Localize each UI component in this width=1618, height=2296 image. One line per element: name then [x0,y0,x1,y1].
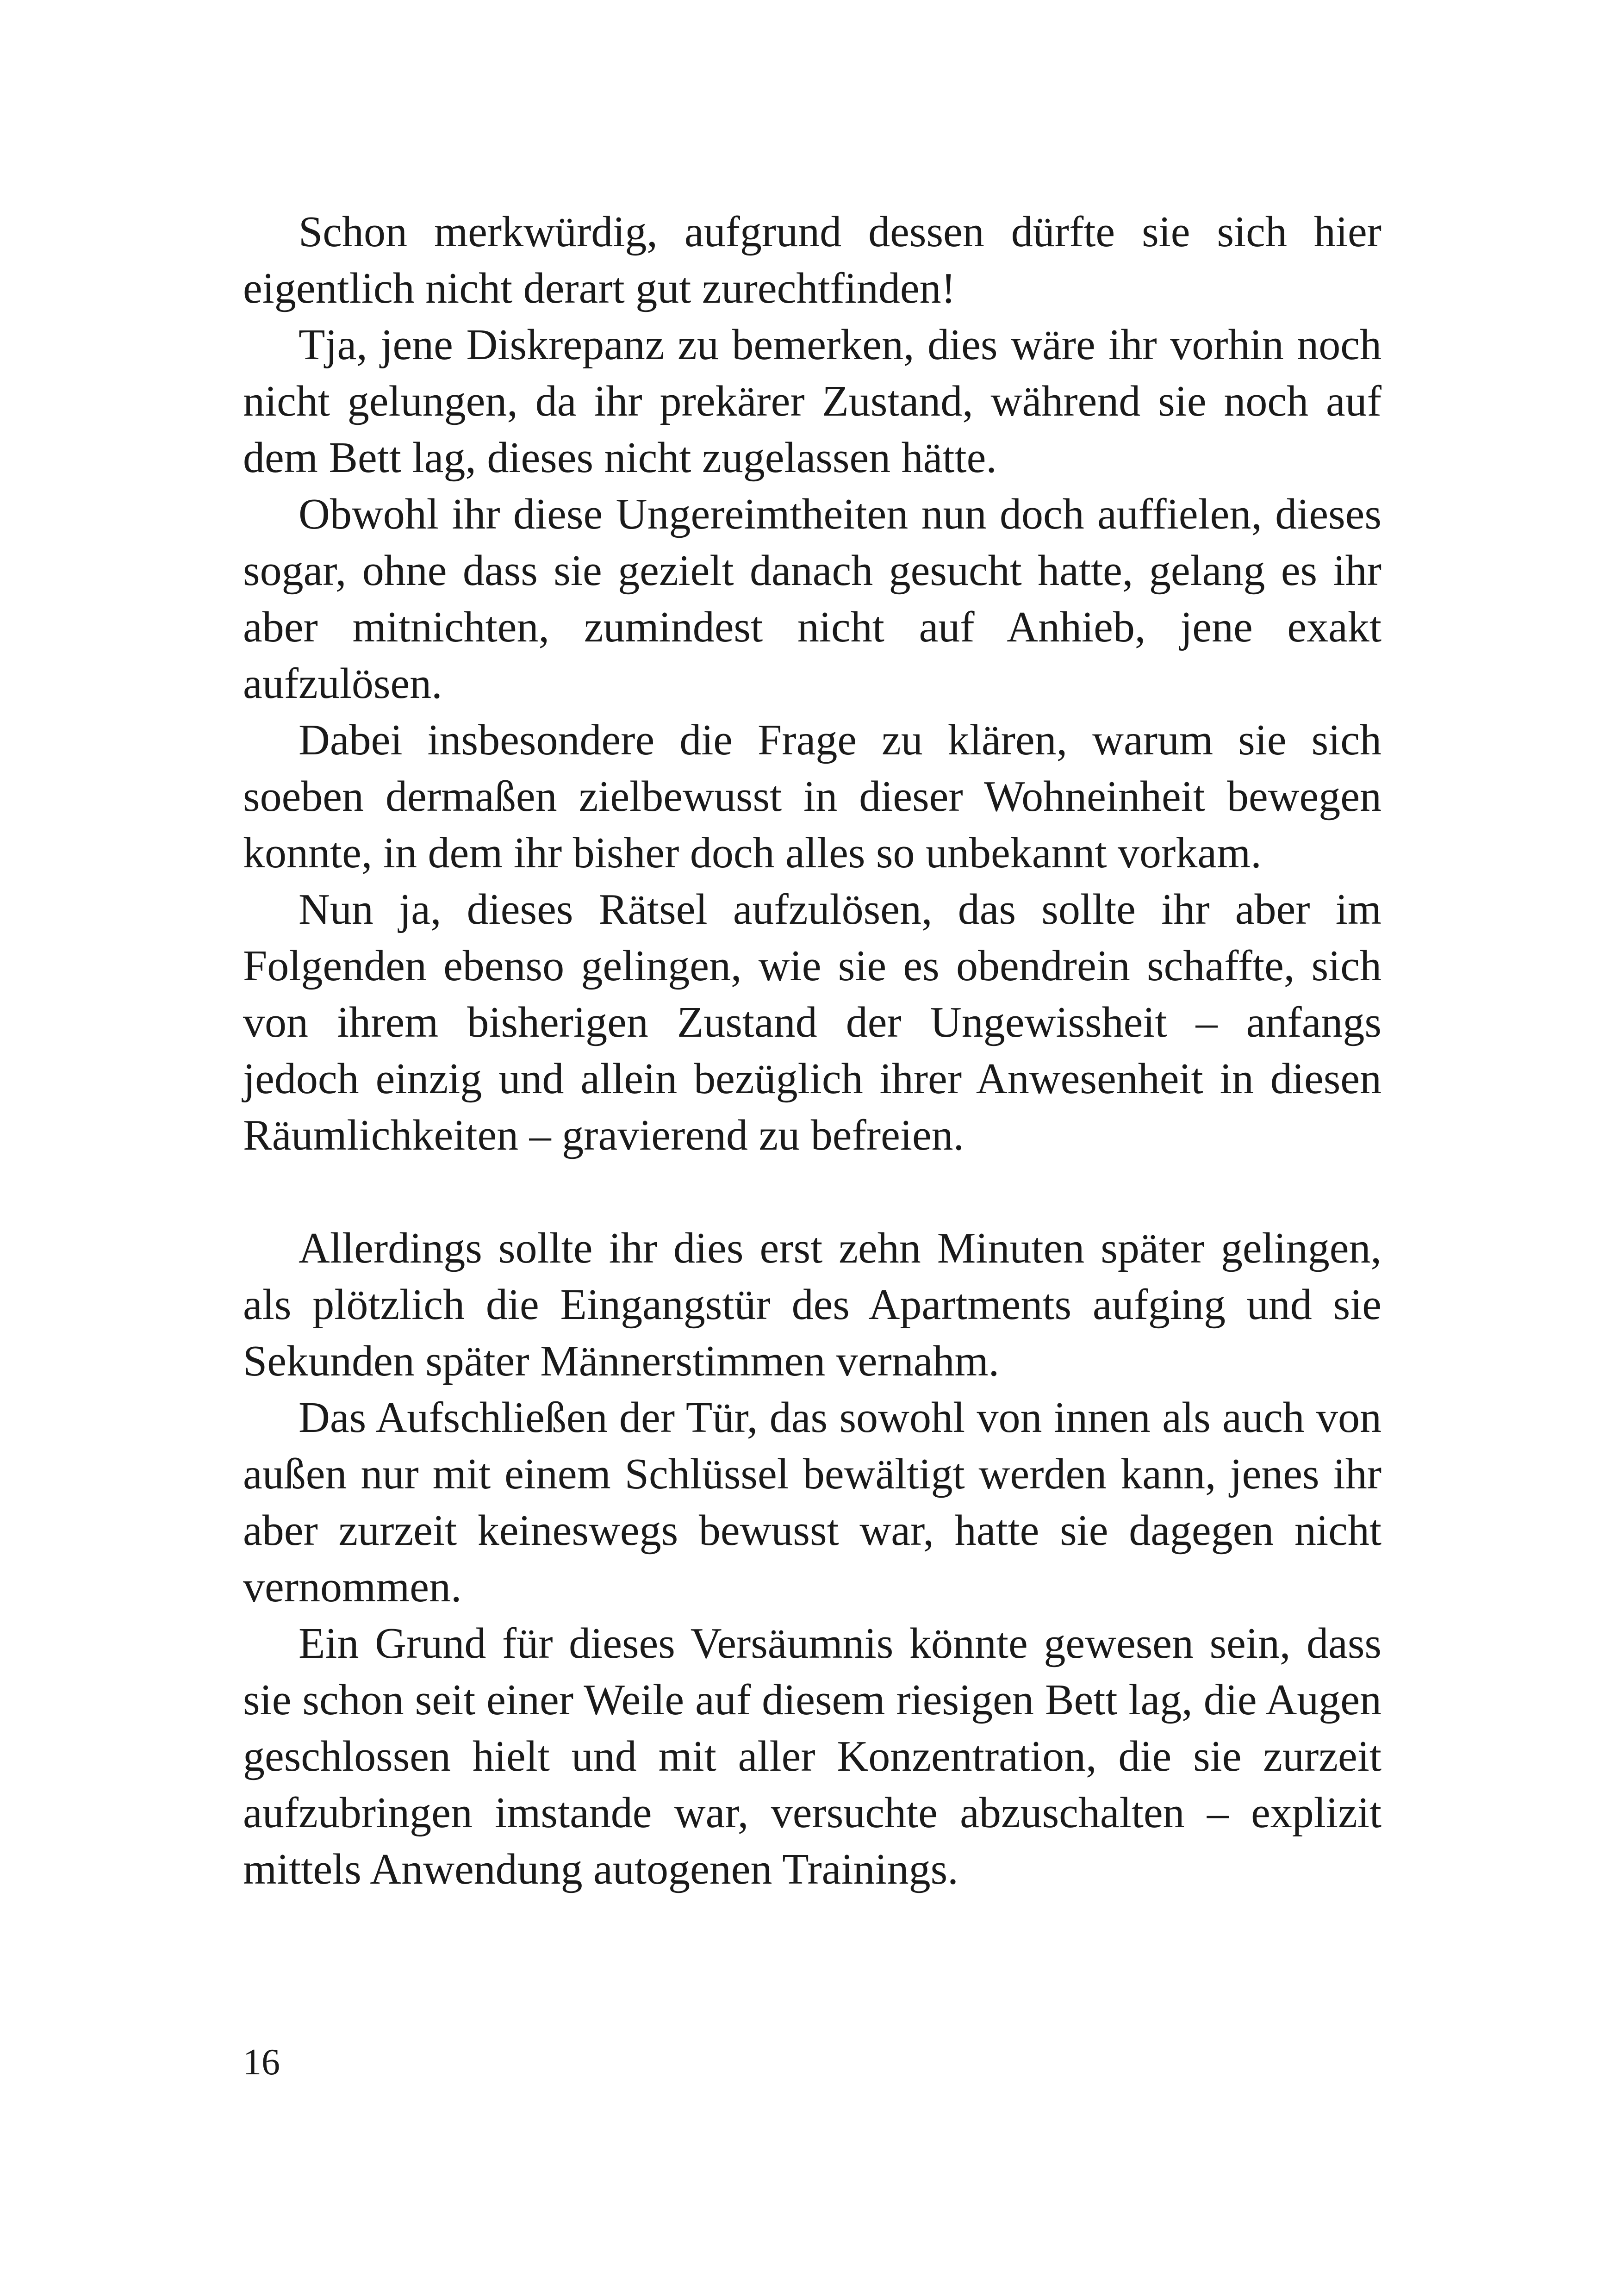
section-break [243,1164,1382,1220]
page-number: 16 [243,2042,280,2083]
paragraph: Das Aufschließen der Tür, das sowohl von innen als auch von außen nur mit einem Schlüssel bewältigt werden kann, jenes ihr aber zurzeit keineswegs bewusst war, hatte sie dagegen nicht vernommen. [243,1394,1382,1611]
paragraph: Ein Grund für dieses Versäumnis könnte gewesen sein, dass sie schon seit einer Weile auf diesem riesigen Bett lag, die Augen geschlossen hielt und mit aller Konzentration, die sie zurzeit aufzubringen imstande war, versuchte abzuschalten – explizit mittels Anwendung autogenen Trainings. [243,1619,1382,1893]
paragraph: Obwohl ihr diese Ungereimtheiten nun doch auffielen, dieses sogar, ohne dass sie gezielt danach gesucht hatte, gelang es ihr aber mitnichten, zumindest nicht auf Anhieb, jene exakt aufzulösen. [243,490,1382,708]
paragraph: Schon merkwürdig, aufgrund dessen dürfte sie sich hier eigentlich nicht derart gut zurechtfinden! [243,208,1382,312]
paragraph: Nun ja, dieses Rätsel aufzulösen, das sollte ihr aber im Folgenden ebenso gelingen, wie sie es obendrein schaffte, sich von ihrem bisherigen Zustand der Ungewissheit – anfangs jedoch einzig und allein bezüglich ihrer Anwesenheit in diesen Räumlichkeiten – gravierend zu befreien. [243,885,1382,1159]
paragraph: Dabei insbesondere die Frage zu klären, warum sie sich soeben dermaßen zielbewusst in dieser Wohneinheit bewegen konnte, in dem ihr bisher doch alles so unbekannt vorkam. [243,716,1382,877]
body-text [243,204,1382,1898]
paragraph: Tja, jene Diskrepanz zu bemerken, dies wäre ihr vorhin noch nicht gelungen, da ihr prekärer Zustand, während sie noch auf dem Bett lag, dieses nicht zugelassen hätte. [243,321,1382,482]
paragraph: Allerdings sollte ihr dies erst zehn Minuten später gelingen, als plötzlich die Eingangstür des Apartments aufging und sie Sekunden später Männerstimmen vernahm. [243,1224,1382,1385]
